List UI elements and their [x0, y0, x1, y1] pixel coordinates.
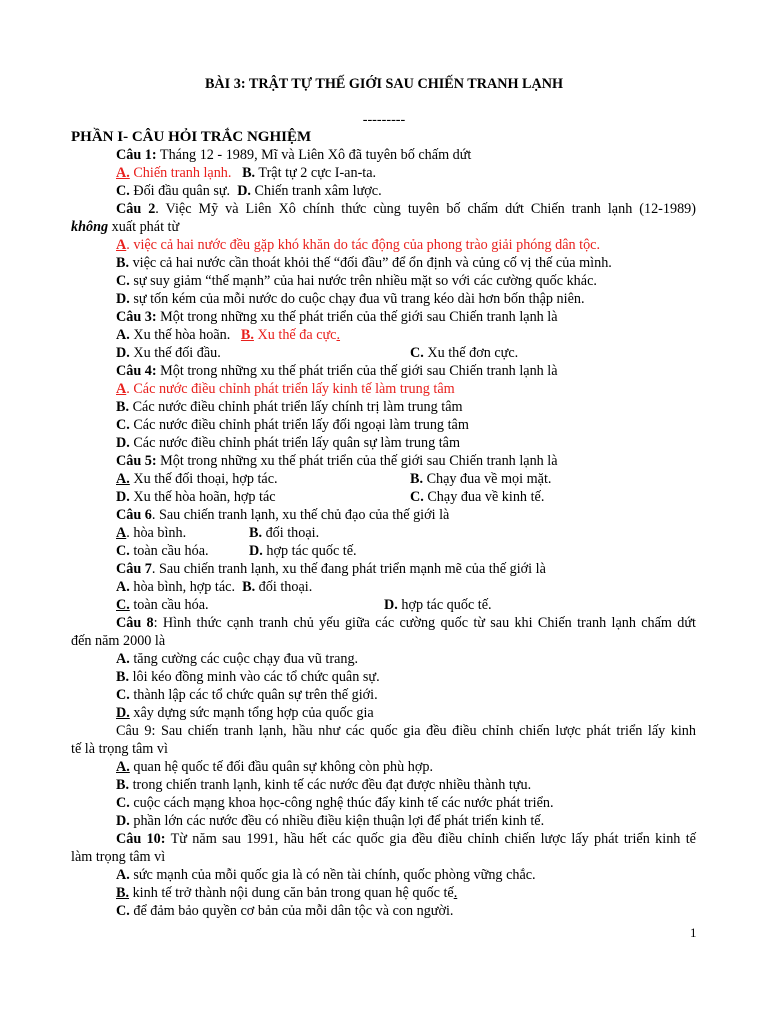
section-heading: PHẦN I- CÂU HỎI TRẮC NGHIỆM: [71, 129, 312, 145]
q5-option-d: D. Xu thế hòa hoãn, hợp tác: [116, 489, 276, 505]
q6-option-c: C. toàn cầu hóa.: [116, 543, 209, 559]
question-10-cont: làm trọng tâm vì: [71, 849, 166, 865]
q1-option-b: B. Trật tự 2 cực I-an-ta.: [242, 165, 377, 181]
q1-options-row1: [116, 164, 376, 182]
page-number: 1: [690, 925, 697, 940]
q5-option-a: A. Xu thế đối thoại, hợp tác.: [116, 471, 278, 487]
q2-option-b: B. việc cả hai nước cần thoát khỏi thế “đối đầu” để ổn định và củng cố vị thế của mình.: [116, 255, 612, 271]
q5-option-b: B. Chạy đua về mọi mặt.: [410, 471, 552, 487]
question-3: Câu 3: Một trong những xu thế phát triển của thế giới sau Chiến tranh lạnh là: [116, 309, 558, 325]
q10-option-c: C. để đảm bảo quyền cơ bản của mỗi dân tộc và con người.: [116, 903, 454, 919]
question-7: Câu 7. Sau chiến tranh lạnh, xu thế đang phát triển mạnh mẽ của thế giới là: [116, 561, 546, 577]
q8-option-c: C. thành lập các tổ chức quân sự trên thế giới.: [116, 687, 378, 703]
q2-option-a: A. việc cả hai nước đều gặp khó khăn do tác động của phong trào giải phóng dân tộc.: [116, 237, 601, 253]
page-title: BÀI 3: TRẬT TỰ THẾ GIỚI SAU CHIẾN TRANH LẠNH: [204, 76, 564, 92]
q5-option-c: C. Chạy đua về kinh tế.: [410, 489, 545, 505]
q6-option-d: D. hợp tác quốc tế.: [249, 543, 357, 559]
q1-option-a: A. Chiến tranh lạnh.: [116, 165, 232, 181]
q3-option-a: A. Xu thế hòa hoãn.: [116, 327, 231, 343]
question-5: Câu 5: Một trong những xu thế phát triển của thế giới sau Chiến tranh lạnh là: [116, 453, 558, 469]
q3-option-b: B. Xu thế đa cực.: [240, 327, 341, 343]
q3-option-d: D. Xu thế đối đầu.: [116, 345, 221, 361]
q8-option-a: A. tăng cường các cuộc chạy đua vũ trang.: [116, 651, 359, 667]
question-1: Câu 1: Tháng 12 - 1989, Mĩ và Liên Xô đã tuyên bố chấm dứt: [116, 147, 472, 163]
q9-option-a: A. quan hệ quốc tế đối đầu quân sự không còn phù hợp.: [116, 759, 434, 775]
q3-options-row1: [116, 326, 340, 344]
q2-option-d: D. sự tốn kém của mỗi nước do cuộc chạy đua vũ trang kéo dài hơn bốn thập niên.: [116, 291, 585, 307]
question-9-cont: tế là trọng tâm vì: [71, 741, 168, 757]
q7-option-b: B. đối thoại.: [242, 579, 313, 595]
question-2-cont: không xuất phát từ: [71, 219, 180, 235]
q3-option-c: C. Xu thế đơn cực.: [410, 345, 519, 361]
q1-option-d: D. Chiến tranh xâm lược.: [237, 183, 382, 199]
q7-option-c: C. toàn cầu hóa.: [116, 597, 209, 613]
q10-option-a: A. sức mạnh của mỗi quốc gia là có nền tài chính, quốc phòng vững chắc.: [116, 867, 536, 883]
q9-option-d: D. phần lớn các nước đều có nhiều điều kiện thuận lợi để phát triển kinh tế.: [116, 813, 545, 829]
q6-option-b: B. đối thoại.: [249, 525, 320, 541]
q8-option-b: B. lôi kéo đồng minh vào các tổ chức quân sự.: [116, 669, 380, 685]
question-2: Câu 2. Việc Mỹ và Liên Xô chính thức cùng tuyên bố chấm dứt Chiến tranh lạnh (12-1989): [116, 201, 696, 217]
question-8-cont: đến năm 2000 là: [71, 633, 166, 649]
q2-option-c: C. sự suy giảm “thế mạnh” của hai nước trên nhiều mặt so với các cường quốc khác.: [116, 273, 597, 289]
q4-option-a: A. Các nước điều chỉnh phát triển lấy kinh tế làm trung tâm: [116, 381, 455, 397]
q1-option-c: C. Đối đầu quân sự.: [116, 183, 231, 199]
question-10: Câu 10: Từ năm sau 1991, hầu hết các quốc gia đều điều chỉnh chiến lược lấy phát triển kinh tế: [116, 831, 696, 847]
title-separator: ---------: [362, 112, 406, 128]
q4-option-d: D. Các nước điều chỉnh phát triển lấy quân sự làm trung tâm: [116, 435, 460, 451]
question-9: Câu 9: Sau chiến tranh lạnh, hầu như các quốc gia đều điều chỉnh chiến lược phát triển lấy kinh: [116, 723, 696, 739]
q4-option-c: C. Các nước điều chỉnh phát triển lấy đối ngoại làm trung tâm: [116, 417, 469, 433]
q9-option-c: C. cuộc cách mạng khoa học-công nghệ thúc đẩy kinh tế các nước phát triển.: [116, 795, 554, 811]
q7-options-row1: [116, 578, 312, 596]
q7-option-a: A. hòa bình, hợp tác.: [116, 579, 236, 595]
q4-option-b: B. Các nước điều chỉnh phát triển lấy chính trị làm trung tâm: [116, 399, 463, 415]
q10-option-b: B. kinh tế trở thành nội dung căn bản trong quan hệ quốc tế.: [116, 885, 458, 901]
q8-option-d: D. xây dựng sức mạnh tổng hợp của quốc gia: [116, 705, 374, 721]
question-4: Câu 4: Một trong những xu thế phát triển của thế giới sau Chiến tranh lạnh là: [116, 363, 558, 379]
q6-option-a: A. hòa bình.: [116, 525, 187, 541]
question-8: Câu 8: Hình thức cạnh tranh chủ yếu giữa các cường quốc từ sau khi Chiến tranh lạnh chấm dứt: [116, 615, 696, 631]
question-6: Câu 6. Sau chiến tranh lạnh, xu thế chủ đạo của thế giới là: [116, 507, 450, 523]
q1-options-row2: [116, 182, 382, 200]
q9-option-b: B. trong chiến tranh lạnh, kinh tế các nước đều đạt được nhiều thành tựu.: [116, 777, 532, 793]
q7-option-d: D. hợp tác quốc tế.: [384, 597, 492, 613]
